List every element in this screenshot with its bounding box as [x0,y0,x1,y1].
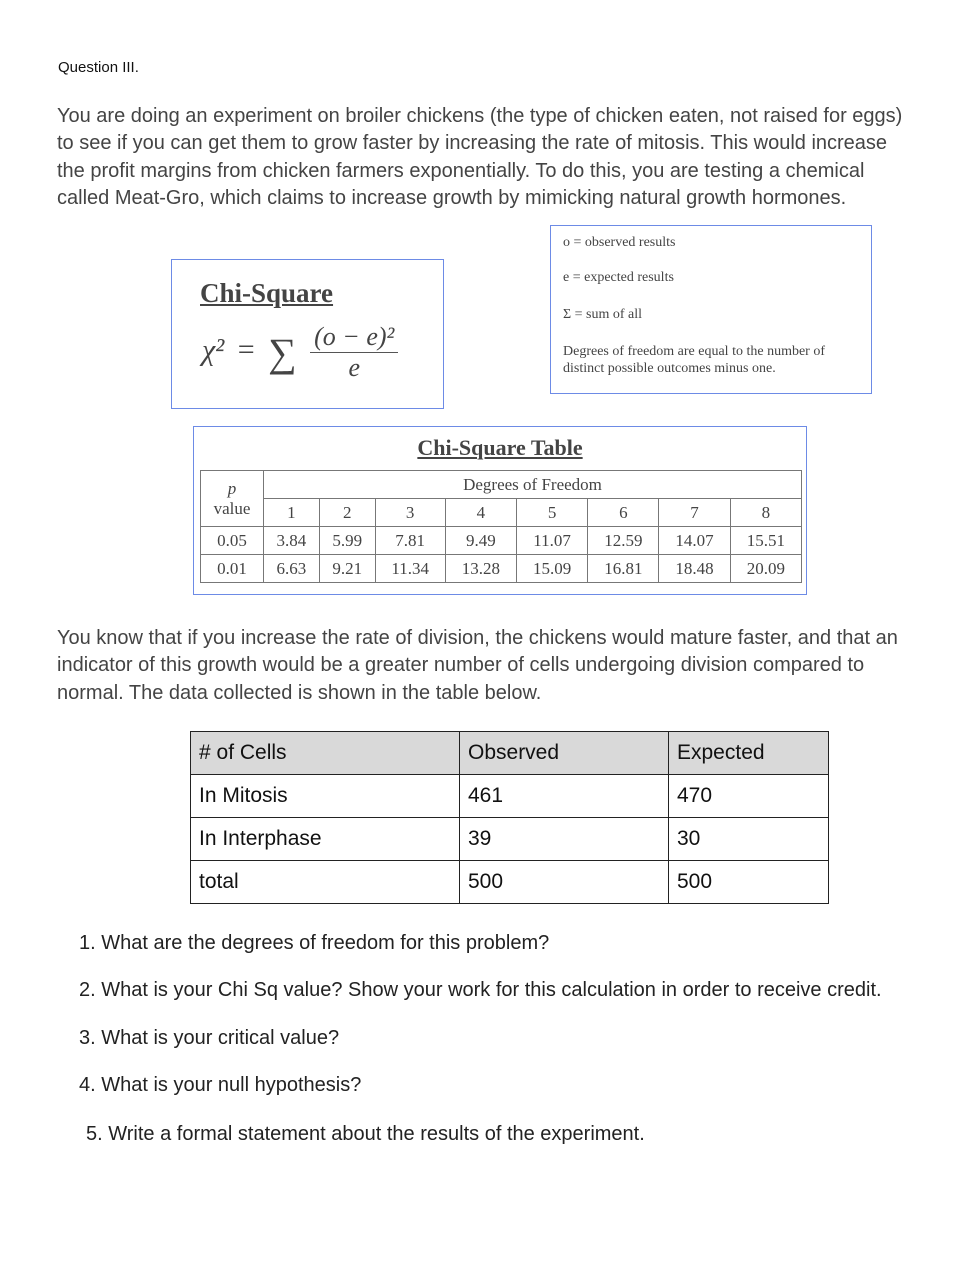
critical-value-cell: 6.63 [264,555,320,583]
question-item-1: 1. What are the degrees of freedom for this problem? [79,932,550,954]
critical-value-cell: 12.59 [588,527,659,555]
question-item-3: 3. What is your critical value? [79,1027,340,1049]
table-cell: 461 [460,775,669,818]
chi-table-title: Chi-Square Table [417,435,583,460]
table-cell: 500 [460,861,669,904]
chi-square-table-image [193,426,807,595]
table-row [191,775,829,818]
formula-denominator: e [348,353,361,382]
dof-cell: 2 [319,499,375,527]
table-cell: In Interphase [191,818,460,861]
question-item-4: 4. What is your null hypothesis? [79,1074,362,1096]
header-cell: Expected [669,732,829,775]
table-row [201,555,802,583]
p-label: p [227,478,237,498]
table-row [201,527,802,555]
chi-square-formula-image [171,259,444,409]
p-cell: 0.01 [201,555,264,583]
critical-value-cell: 9.49 [445,527,516,555]
critical-value-cell: 18.48 [659,555,730,583]
dof-row [201,499,802,527]
critical-value-cell: 3.84 [264,527,320,555]
critical-value-cell: 15.51 [730,527,801,555]
legend-image [550,225,872,394]
table-cell: 500 [669,861,829,904]
critical-value-cell: 5.99 [319,527,375,555]
chi-square-table [200,470,802,583]
dof-cell: 5 [516,499,587,527]
critical-value-cell: 13.28 [445,555,516,583]
p-value-header [201,471,264,527]
data-table [190,731,829,904]
critical-value-cell: 16.81 [588,555,659,583]
legend-dof-note: Degrees of freedom are equal to the number of distinct possible outcomes minus one. [563,344,825,376]
legend-sum: Σ = sum of all [563,307,643,322]
dof-cell: 7 [659,499,730,527]
header-cell: # of Cells [191,732,460,775]
critical-value-cell: 9.21 [319,555,375,583]
formula-numerator: (o − e)² [310,322,398,353]
critical-value-cell: 15.09 [516,555,587,583]
critical-value-cell: 11.34 [375,555,445,583]
sigma-icon: ∑ [268,330,297,375]
table-row [191,818,829,861]
dof-cell: 1 [264,499,320,527]
dof-cell: 4 [445,499,516,527]
formula-lhs: χ² [202,333,225,367]
legend-expected: e = expected results [563,270,674,285]
table-cell: 470 [669,775,829,818]
table-cell: total [191,861,460,904]
value-label: value [213,498,251,518]
header-cell: Observed [460,732,669,775]
formula-equals: = [237,333,255,367]
question-item-5: 5. Write a formal statement about the results of the experiment. [86,1123,645,1145]
critical-value-cell: 11.07 [516,527,587,555]
critical-value-cell: 20.09 [730,555,801,583]
table-header-row [191,732,829,775]
chi-square-formula [202,322,398,383]
question-item-2: 2. What is your Chi Sq value? Show your work for this calculation in order to receive credit. [79,979,882,1001]
second-paragraph: You know that if you increase the rate of division, the chickens would mature faster, and that an indicator of this growth would be a greater number of cells undergoing division compared to normal. The data collected is shown in the table below. [57,627,898,704]
formula-fraction [310,322,398,383]
question-title: Question III. [58,59,139,76]
critical-value-cell: 14.07 [659,527,730,555]
p-cell: 0.05 [201,527,264,555]
table-row [191,861,829,904]
dof-cell: 6 [588,499,659,527]
table-cell: 30 [669,818,829,861]
dof-header: Degrees of Freedom [264,471,802,499]
formula-title: Chi-Square [200,278,334,308]
intro-paragraph: You are doing an experiment on broiler chickens (the type of chicken eaten, not raised for eggs) to see if you can get them to grow faster by increasing the rate of mitosis. This would increase the profit margins from chicken farmers exponentially. To do this, you are testing a chemical called Meat-Gro, which claims to increase growth by mimicking natural growth hormones. [57,105,903,209]
critical-value-cell: 7.81 [375,527,445,555]
table-cell: 39 [460,818,669,861]
table-cell: In Mitosis [191,775,460,818]
dof-cell: 8 [730,499,801,527]
dof-cell: 3 [375,499,445,527]
legend-observed: o = observed results [563,235,676,250]
